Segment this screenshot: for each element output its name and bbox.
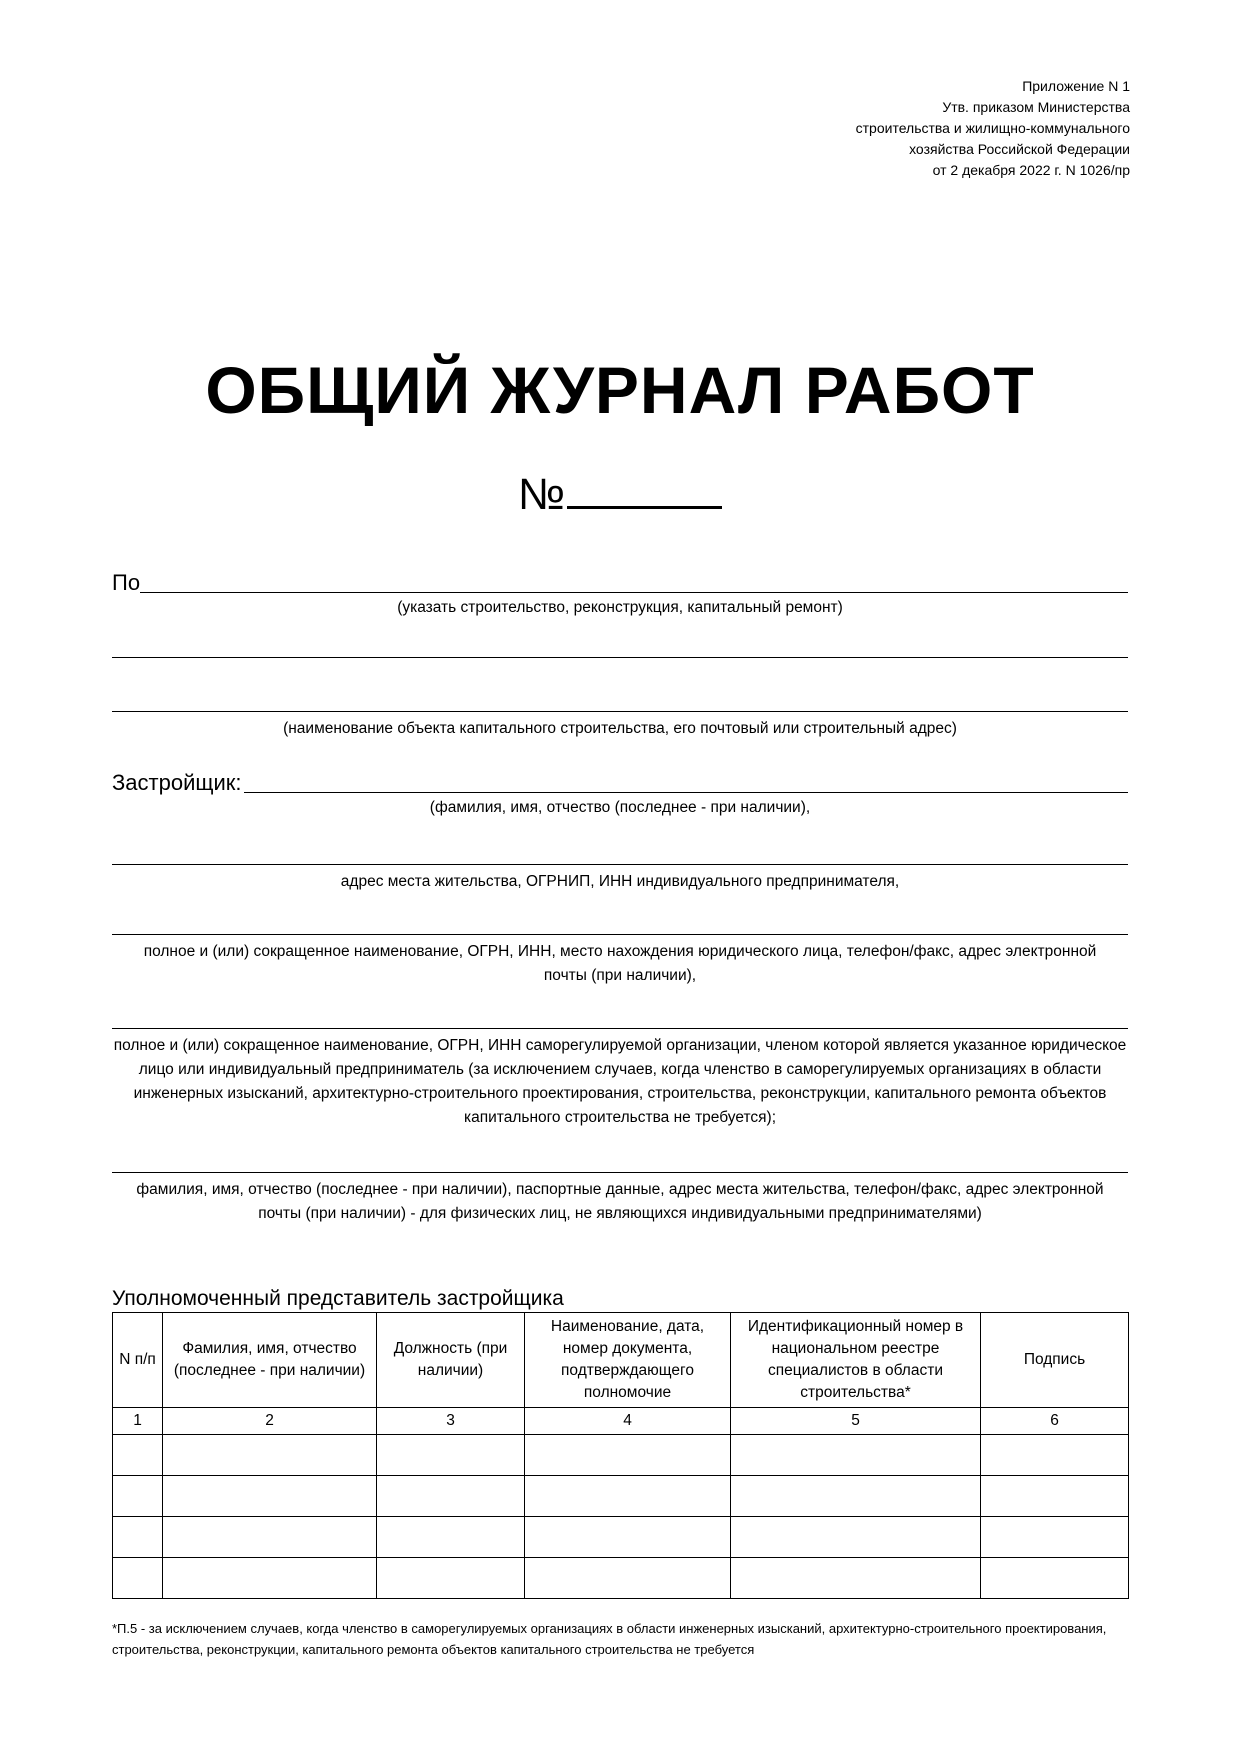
developer-line: [244, 792, 1128, 793]
object-line-2: [112, 711, 1128, 712]
appendix-note: [856, 76, 1130, 181]
column-header-signature: Подпись: [981, 1313, 1129, 1408]
table-cell: [731, 1558, 981, 1599]
document-title: ОБЩИЙ ЖУРНАЛ РАБОТ: [205, 353, 1035, 427]
developer-caption-4: полное и (или) сокращенное наименование, ОГРН, ИНН саморегулируемой организации, членом которой является указанное юридическое лицо или индивидуальный предприниматель (за исключением случаев, когда членство в саморегулируемых организациях в области инженерных изысканий, архитектурно-строительного проектирования, строительства, реконструкции, капитального ремонта объектов капитального строительства не требуется);: [113, 1037, 1127, 1126]
developer-caption-2: адрес места жительства, ОГРНИП, ИНН индивидуального предпринимателя,: [340, 873, 900, 890]
table-cell: [731, 1476, 981, 1517]
table-cell: [525, 1517, 731, 1558]
appendix-line: от 2 декабря 2022 г. N 1026/пр: [932, 162, 1130, 178]
appendix-line: хозяйства Российской Федерации: [909, 141, 1130, 157]
table-cell: [377, 1435, 525, 1476]
column-number: 2: [163, 1408, 377, 1435]
column-header-number: N п/п: [113, 1313, 163, 1408]
developer-label: Застройщик:: [112, 770, 242, 795]
table-cell: [113, 1558, 163, 1599]
table-cell: [981, 1476, 1129, 1517]
table-cell: [525, 1476, 731, 1517]
po-label: По: [112, 570, 141, 595]
developer-line-3: [112, 934, 1128, 935]
table-row: [113, 1476, 1129, 1517]
column-number-row: [113, 1408, 1129, 1435]
table-cell: [163, 1517, 377, 1558]
developer-line-4: [112, 1028, 1128, 1029]
table-cell: [731, 1517, 981, 1558]
table-cell: [377, 1517, 525, 1558]
table-cell: [525, 1435, 731, 1476]
table-cell: [163, 1435, 377, 1476]
po-line: [140, 592, 1128, 593]
table-cell: [731, 1435, 981, 1476]
developer-caption-1: (фамилия, имя, отчество (последнее - при наличии),: [429, 799, 811, 816]
representative-table: [112, 1312, 1129, 1599]
table-cell: [113, 1435, 163, 1476]
column-header-registry-id: Идентификационный номер в национальном реестре специалистов в области строительства*: [731, 1313, 981, 1408]
table-cell: [163, 1558, 377, 1599]
column-number: 4: [525, 1408, 731, 1435]
appendix-line: строительства и жилищно-коммунального: [855, 120, 1130, 136]
table-cell: [377, 1558, 525, 1599]
table-cell: [525, 1558, 731, 1599]
developer-line-5: [112, 1172, 1128, 1173]
number-sign: №: [517, 470, 566, 519]
footnote: *П.5 - за исключением случаев, когда членство в саморегулируемых организациях в области инженерных изысканий, архитектурно-строительного проектирования, строительства, реконструкции, капитального ремонта объектов капитального строительства не требуется: [112, 1621, 1107, 1657]
appendix-line: Приложение N 1: [1022, 78, 1130, 94]
column-number: 1: [113, 1408, 163, 1435]
po-caption: (указать строительство, реконструкция, капитальный ремонт): [397, 599, 843, 616]
table-cell: [981, 1558, 1129, 1599]
representative-section-title: Уполномоченный представитель застройщика: [112, 1287, 564, 1310]
table-header-row: [113, 1313, 1129, 1408]
object-line-1: [112, 657, 1128, 658]
column-header-position: Должность (при наличии): [377, 1313, 525, 1408]
table-cell: [113, 1476, 163, 1517]
column-number: 6: [981, 1408, 1129, 1435]
table-row: [113, 1517, 1129, 1558]
table-cell: [377, 1476, 525, 1517]
column-header-full-name: Фамилия, имя, отчество (последнее - при наличии): [163, 1313, 377, 1408]
table-cell: [163, 1476, 377, 1517]
table-row: [113, 1558, 1129, 1599]
table-cell: [981, 1517, 1129, 1558]
appendix-line: Утв. приказом Министерства: [942, 99, 1130, 115]
column-number: 5: [731, 1408, 981, 1435]
developer-caption-5: фамилия, имя, отчество (последнее - при наличии), паспортные данные, адрес места жительства, телефон/факс, адрес электронной почты (при наличии) - для физических лиц, не являющихся индивидуальными предпринимателями): [136, 1181, 1104, 1222]
table-cell: [981, 1435, 1129, 1476]
developer-line-2: [112, 864, 1128, 865]
journal-number: [0, 462, 1240, 523]
object-caption: (наименование объекта капитального строительства, его почтовый или строительный адрес): [283, 720, 957, 737]
table-row: [113, 1435, 1129, 1476]
column-number: 3: [377, 1408, 525, 1435]
table-cell: [113, 1517, 163, 1558]
number-blank-line: [567, 462, 722, 509]
column-header-document: Наименование, дата, номер документа, подтверждающего полномочие: [525, 1313, 731, 1408]
developer-caption-3: полное и (или) сокращенное наименование, ОГРН, ИНН, место нахождения юридического лица, телефон/факс, адрес электронной почты (при наличии),: [143, 943, 1097, 984]
